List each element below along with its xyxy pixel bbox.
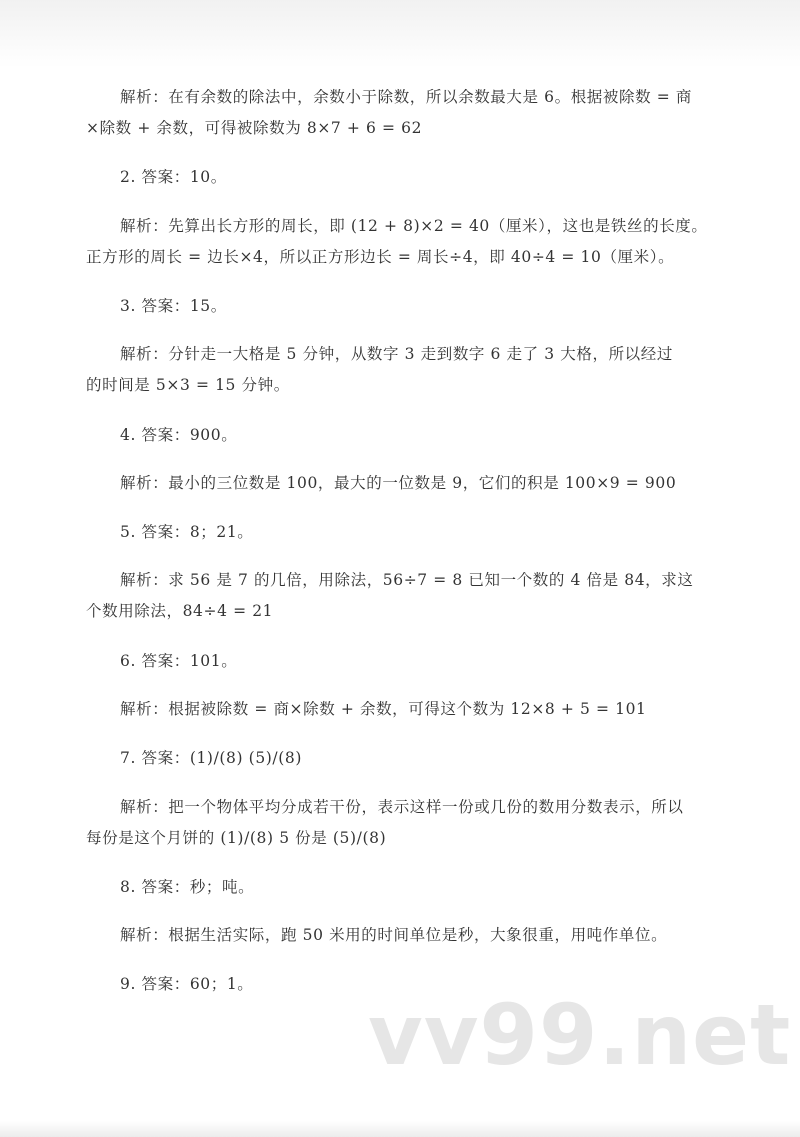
answer-8: 8. 答案：秒；吨。 (120, 878, 255, 896)
analysis-1-line-2: ×除数 + 余数，可得被除数为 8×7 + 6 = 62 (86, 119, 423, 137)
page-bottom-shadow (0, 1121, 800, 1137)
analysis-2-line-2: 正方形的周长 = 边长×4，所以正方形边长 = 周长÷4，即 40÷4 = 10（厘米）。 (86, 248, 675, 266)
answer-2: 2. 答案：10。 (120, 168, 227, 186)
analysis-4: 解析：最小的三位数是 100，最大的一位数是 9，它们的积是 100×9 = 900 (120, 474, 677, 492)
analysis-7-line-1: 解析：把一个物体平均分成若干份，表示这样一份或几份的数用分数表示，所以 (120, 798, 684, 816)
analysis-5-line-1: 解析：求 56 是 7 的几倍，用除法，56÷7 = 8 已知一个数的 4 倍是 84，求这 (120, 571, 694, 589)
answer-7: 7. 答案：(1)/(8) (5)/(8) (120, 749, 303, 767)
answer-4: 4. 答案：900。 (120, 426, 238, 444)
analysis-7-line-2: 每份是这个月饼的 (1)/(8) 5 份是 (5)/(8) (86, 829, 387, 847)
analysis-8: 解析：根据生活实际，跑 50 米用的时间单位是秒，大象很重，用吨作单位。 (120, 926, 668, 944)
analysis-5-line-2: 个数用除法，84÷4 = 21 (86, 602, 274, 620)
answer-6: 6. 答案：101。 (120, 652, 238, 670)
answer-5: 5. 答案：8；21。 (120, 523, 254, 541)
analysis-3-line-1: 解析：分针走一大格是 5 分钟，从数字 3 走到数字 6 走了 3 大格，所以经过 (120, 345, 673, 363)
analysis-6: 解析：根据被除数 = 商×除数 + 余数，可得这个数为 12×8 + 5 = 101 (120, 700, 647, 718)
watermark: vv99.net (368, 986, 792, 1084)
analysis-1-line-1: 解析：在有余数的除法中，余数小于除数，所以余数最大是 6。根据被除数 = 商 (120, 88, 692, 106)
answer-9: 9. 答案：60；1。 (120, 975, 254, 993)
answer-3: 3. 答案：15。 (120, 297, 227, 315)
analysis-3-line-2: 的时间是 5×3 = 15 分钟。 (86, 376, 290, 394)
analysis-2-line-1: 解析：先算出长方形的周长，即 (12 + 8)×2 = 40（厘米），这也是铁丝的长度。 (120, 217, 708, 235)
